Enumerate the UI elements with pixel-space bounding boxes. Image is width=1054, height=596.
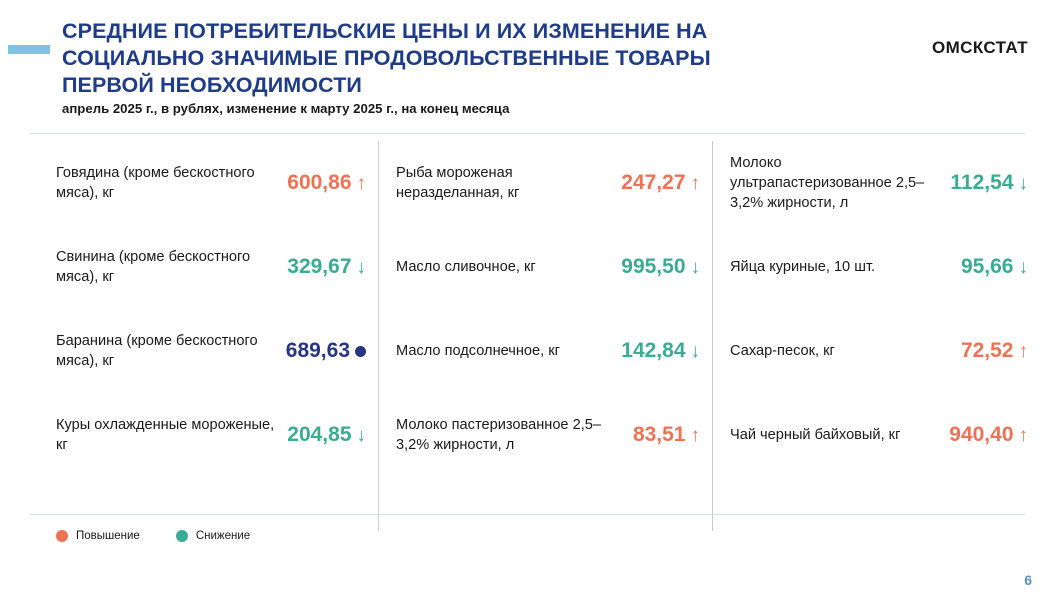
table-row xyxy=(396,225,700,309)
product-value xyxy=(621,339,700,363)
arrow-down-icon: ↓ xyxy=(356,256,366,278)
arrow-down-icon: ↓ xyxy=(356,424,366,446)
table-row xyxy=(396,141,700,225)
product-label: Масло подсолнечное, кг xyxy=(396,343,560,359)
price-amount: 600,86 xyxy=(287,171,352,194)
legend-item-increase xyxy=(56,530,140,542)
table-row xyxy=(730,309,1028,393)
product-label: Масло сливочное, кг xyxy=(396,259,536,275)
price-amount: 204,85 xyxy=(287,423,352,446)
arrow-down-icon: ↓ xyxy=(1018,172,1028,194)
table-row xyxy=(56,141,366,225)
price-amount: 995,50 xyxy=(621,255,686,278)
product-value xyxy=(633,423,700,447)
product-label: Баранина (кроме бескостного мяса), кг xyxy=(56,333,258,369)
price-column-3 xyxy=(712,141,1054,516)
price-column-1 xyxy=(0,141,378,516)
arrow-down-icon: ↓ xyxy=(690,256,700,278)
slide-header xyxy=(0,0,1054,132)
table-row xyxy=(730,225,1028,309)
product-value xyxy=(287,423,366,447)
table-row xyxy=(396,393,700,477)
arrow-up-icon: ↑ xyxy=(1018,340,1028,362)
product-label: Говядина (кроме бескостного мяса), кг xyxy=(56,165,255,201)
arrow-up-icon: ↑ xyxy=(690,424,700,446)
dot-increase-icon xyxy=(56,530,68,542)
dot-decrease-icon xyxy=(176,530,188,542)
legend-label-increase: Повышение xyxy=(76,530,140,542)
product-value xyxy=(950,171,1028,195)
product-value xyxy=(621,171,700,195)
page-subtitle: апрель 2025 г., в рублях, изменение к марту 2025 г., на конец месяца xyxy=(62,101,510,116)
product-label: Молоко пастеризованное 2,5–3,2% жирности, л xyxy=(396,417,602,453)
price-amount: 72,52 xyxy=(960,339,1014,362)
price-amount: 142,84 xyxy=(621,339,686,362)
arrow-down-icon: ↓ xyxy=(1018,256,1028,278)
product-value xyxy=(286,339,366,363)
table-row xyxy=(56,309,366,393)
price-amount: 940,40 xyxy=(949,423,1014,446)
product-value xyxy=(287,255,366,279)
arrow-up-icon: ↑ xyxy=(356,172,366,194)
product-label: Чай черный байховый, кг xyxy=(730,427,901,443)
product-label: Свинина (кроме бескостного мяса), кг xyxy=(56,249,251,285)
divider-top xyxy=(30,133,1025,134)
table-row xyxy=(56,393,366,477)
legend-item-decrease xyxy=(176,530,250,542)
arrow-up-icon: ↑ xyxy=(690,172,700,194)
arrow-down-icon: ↓ xyxy=(690,340,700,362)
accent-bar xyxy=(8,45,50,54)
price-table xyxy=(0,141,1054,516)
table-row xyxy=(56,225,366,309)
price-amount: 83,51 xyxy=(632,423,686,446)
product-label: Рыба мороженая неразделанная, кг xyxy=(396,165,520,201)
legend xyxy=(56,530,250,542)
product-value xyxy=(621,255,700,279)
table-row xyxy=(396,309,700,393)
table-row xyxy=(730,393,1028,477)
price-amount: 689,63 xyxy=(285,339,350,362)
price-amount: 329,67 xyxy=(287,255,352,278)
product-value xyxy=(287,171,366,195)
legend-label-decrease: Снижение xyxy=(195,530,251,542)
product-label: Молоко ультрапастеризованное 2,5–3,2% жирности, л xyxy=(730,155,925,211)
price-amount: 247,27 xyxy=(621,171,686,194)
product-label: Куры охлажденные мороженые, кг xyxy=(56,417,275,453)
product-value xyxy=(961,255,1028,279)
product-value xyxy=(949,423,1028,447)
dot-flat-icon xyxy=(355,346,366,357)
product-label: Сахар-песок, кг xyxy=(730,343,835,359)
page-title: СРЕДНИЕ ПОТРЕБИТЕЛЬСКИЕ ЦЕНЫ И ИХ ИЗМЕНЕНИЕ НА СОЦИАЛЬНО ЗНАЧИМЫЕ ПРОДОВОЛЬСТВЕННЫЕ ТОВАРЫ ПЕРВОЙ НЕОБХОДИМОСТИ xyxy=(62,19,711,97)
price-column-2 xyxy=(378,141,712,516)
arrow-up-icon: ↑ xyxy=(1018,424,1028,446)
brand-logo-text: ОМСКСТАТ xyxy=(932,38,1028,57)
table-row xyxy=(730,141,1028,225)
page-number: 6 xyxy=(1024,572,1032,588)
product-value xyxy=(961,339,1028,363)
price-amount: 112,54 xyxy=(950,171,1014,194)
price-amount: 95,66 xyxy=(960,255,1014,278)
product-label: Яйца куриные, 10 шт. xyxy=(730,259,876,275)
